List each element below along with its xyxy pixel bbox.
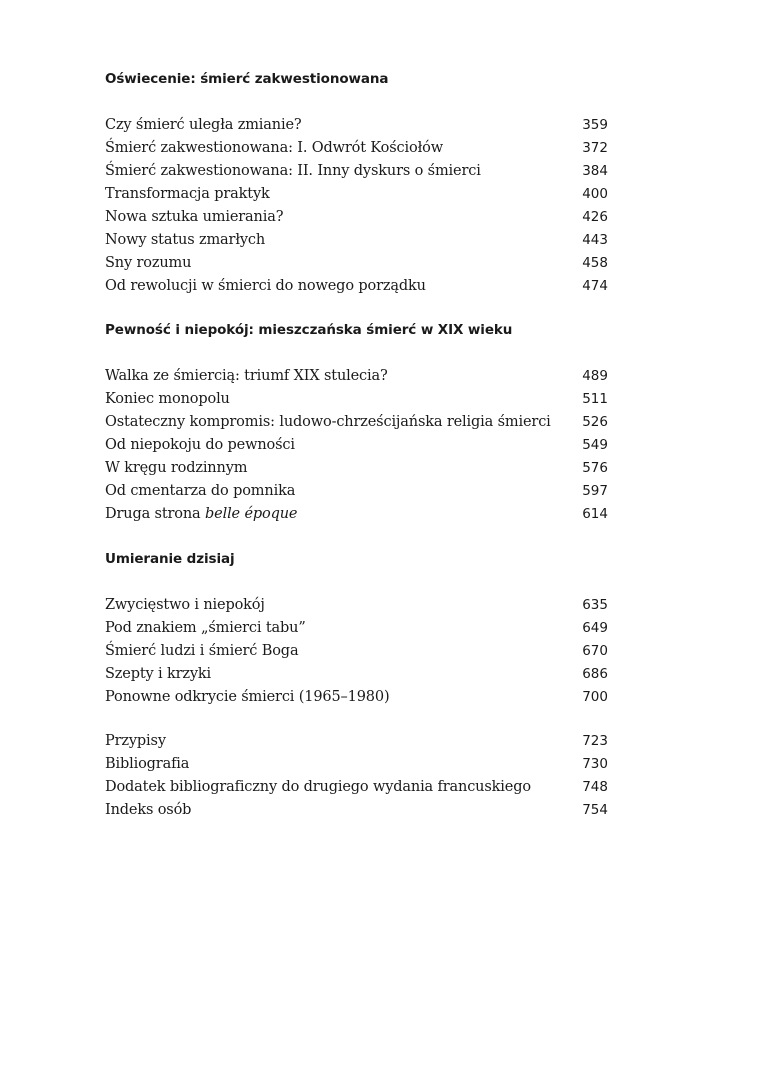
entry-title: Od niepokoju do pewności	[105, 437, 295, 453]
toc-entry	[105, 206, 608, 229]
entry-page-number: 384	[582, 163, 608, 179]
entry-page-number: 730	[582, 756, 608, 772]
entry-page-number: 614	[582, 506, 608, 522]
entry-title: Dodatek bibliograficzny do drugiego wydania francuskiego	[105, 779, 531, 795]
toc-entry	[105, 640, 608, 663]
entry-title: W kręgu rodzinnym	[105, 460, 248, 476]
toc-entry	[105, 137, 608, 160]
entry-title: Od cmentarza do pomnika	[105, 483, 296, 499]
toc-section-dying-today	[105, 549, 608, 709]
entry-page-number: 359	[582, 117, 608, 133]
entry-title: Śmierć ludzi i śmierć Boga	[105, 643, 299, 659]
entry-title	[105, 503, 297, 526]
entry-title: Nowa sztuka umierania?	[105, 209, 284, 225]
entry-title: Sny rozumu	[105, 255, 192, 271]
entry-title: Ponowne odkrycie śmierci (1965–1980)	[105, 689, 390, 705]
entry-title: Koniec monopolu	[105, 391, 230, 407]
entry-title: Ostateczny kompromis: ludowo-chrześcijańska religia śmierci	[105, 414, 551, 430]
entry-title: Przypisy	[105, 733, 166, 749]
entry-title: Transformacja praktyk	[105, 186, 270, 202]
entry-title: Od rewolucji w śmierci do nowego porządku	[105, 278, 426, 294]
toc-entry	[105, 799, 608, 822]
entry-title: Śmierć zakwestionowana: I. Odwrót Kościołów	[105, 140, 443, 156]
entry-page-number: 723	[582, 733, 608, 749]
toc-entry	[105, 503, 608, 526]
entry-page-number: 400	[582, 186, 608, 202]
toc-entries	[105, 594, 608, 709]
entry-page-number: 443	[582, 232, 608, 248]
entry-title: Indeks osób	[105, 802, 192, 818]
entry-title-italic: belle époque	[205, 506, 298, 522]
toc-entry	[105, 411, 608, 434]
toc-entry	[105, 252, 608, 275]
toc-entry	[105, 434, 608, 457]
entry-title: Pod znakiem „śmierci tabu”	[105, 620, 306, 636]
entry-page-number: 670	[582, 643, 608, 659]
toc-entry	[105, 663, 608, 686]
entry-page-number: 426	[582, 209, 608, 225]
section-title: Pewność i niepokój: mieszczańska śmierć w XIX wieku	[105, 322, 513, 338]
entry-title: Walka ze śmiercią: triumf XIX stulecia?	[105, 368, 388, 384]
toc-entry	[105, 183, 608, 206]
toc-section-nineteenth-century	[105, 320, 608, 526]
entry-page-number: 474	[582, 278, 608, 294]
toc-entry	[105, 686, 608, 709]
entry-page-number: 526	[582, 414, 608, 430]
toc-entry	[105, 776, 608, 799]
toc-entry	[105, 275, 608, 298]
toc-section-enlightenment	[105, 69, 608, 298]
entry-page-number: 511	[582, 391, 608, 407]
entry-page-number: 700	[582, 689, 608, 705]
toc-entry	[105, 730, 608, 753]
toc-back-matter	[105, 730, 608, 822]
toc-entry	[105, 365, 608, 388]
toc-entries	[105, 730, 608, 822]
entry-page-number: 576	[582, 460, 608, 476]
toc-entry	[105, 594, 608, 617]
section-title: Oświecenie: śmierć zakwestionowana	[105, 71, 389, 87]
entry-title: Śmierć zakwestionowana: II. Inny dyskurs o śmierci	[105, 163, 481, 179]
toc-entry	[105, 457, 608, 480]
entry-page-number: 458	[582, 255, 608, 271]
entry-page-number: 635	[582, 597, 608, 613]
entry-title: Zwycięstwo i niepokój	[105, 597, 265, 613]
section-title: Umieranie dzisiaj	[105, 551, 235, 567]
entry-page-number: 489	[582, 368, 608, 384]
entry-page-number: 597	[582, 483, 608, 499]
entry-title: Nowy status zmarłych	[105, 232, 266, 248]
entry-page-number: 372	[582, 140, 608, 156]
entry-page-number: 549	[582, 437, 608, 453]
toc-entry	[105, 229, 608, 252]
entry-title: Czy śmierć uległa zmianie?	[105, 117, 302, 133]
toc-entries	[105, 114, 608, 298]
toc-entry	[105, 480, 608, 503]
toc-entry	[105, 114, 608, 137]
entry-title-plain: Druga strona	[105, 506, 206, 522]
toc-entry	[105, 617, 608, 640]
toc-entry	[105, 388, 608, 411]
entry-page-number: 748	[582, 779, 608, 795]
entry-title: Bibliografia	[105, 756, 190, 772]
toc-entry	[105, 160, 608, 183]
entry-page-number: 686	[582, 666, 608, 682]
entry-title: Szepty i krzyki	[105, 666, 212, 682]
entry-page-number: 649	[582, 620, 608, 636]
entry-page-number: 754	[582, 802, 608, 818]
toc-entry	[105, 753, 608, 776]
toc-entries	[105, 365, 608, 526]
